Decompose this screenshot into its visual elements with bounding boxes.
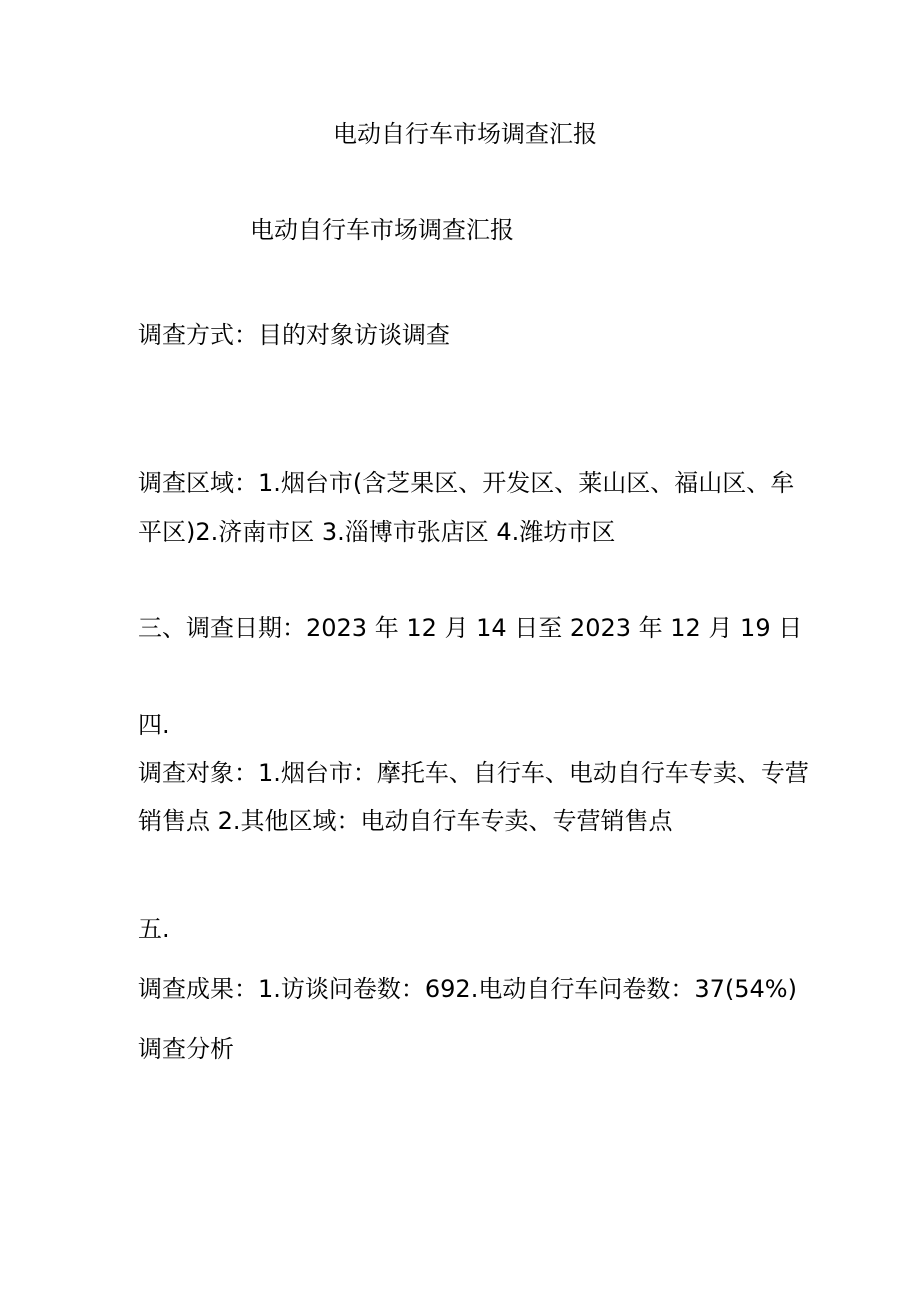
section-4-number: 四. [138, 711, 170, 739]
survey-object-line-1: 调查对象：1.烟台市：摩托车、自行车、电动自行车专卖、专营 [138, 759, 809, 787]
survey-method: 调查方式：目的对象访谈调查 [138, 321, 450, 349]
survey-region-line-1: 调查区域：1.烟台市(含芝果区、开发区、莱山区、福山区、牟 [138, 469, 795, 497]
survey-region-line-2: 平区)2.济南市区 3.淄博市张店区 4.潍坊市区 [138, 518, 616, 546]
document-subtitle: 电动自行车市场调查汇报 [250, 216, 514, 244]
survey-object-line-2: 销售点 2.其他区域：电动自行车专卖、专营销售点 [138, 807, 673, 835]
survey-analysis-heading: 调查分析 [138, 1035, 234, 1063]
section-5-number: 五. [138, 915, 170, 943]
survey-date: 三、调查日期：2023 年 12 月 14 日至 2023 年 12 月 19 日 [138, 614, 803, 642]
document-title: 电动自行车市场调查汇报 [333, 120, 597, 148]
survey-result: 调查成果：1.访谈问卷数：692.电动自行车问卷数：37(54%) [138, 975, 797, 1003]
